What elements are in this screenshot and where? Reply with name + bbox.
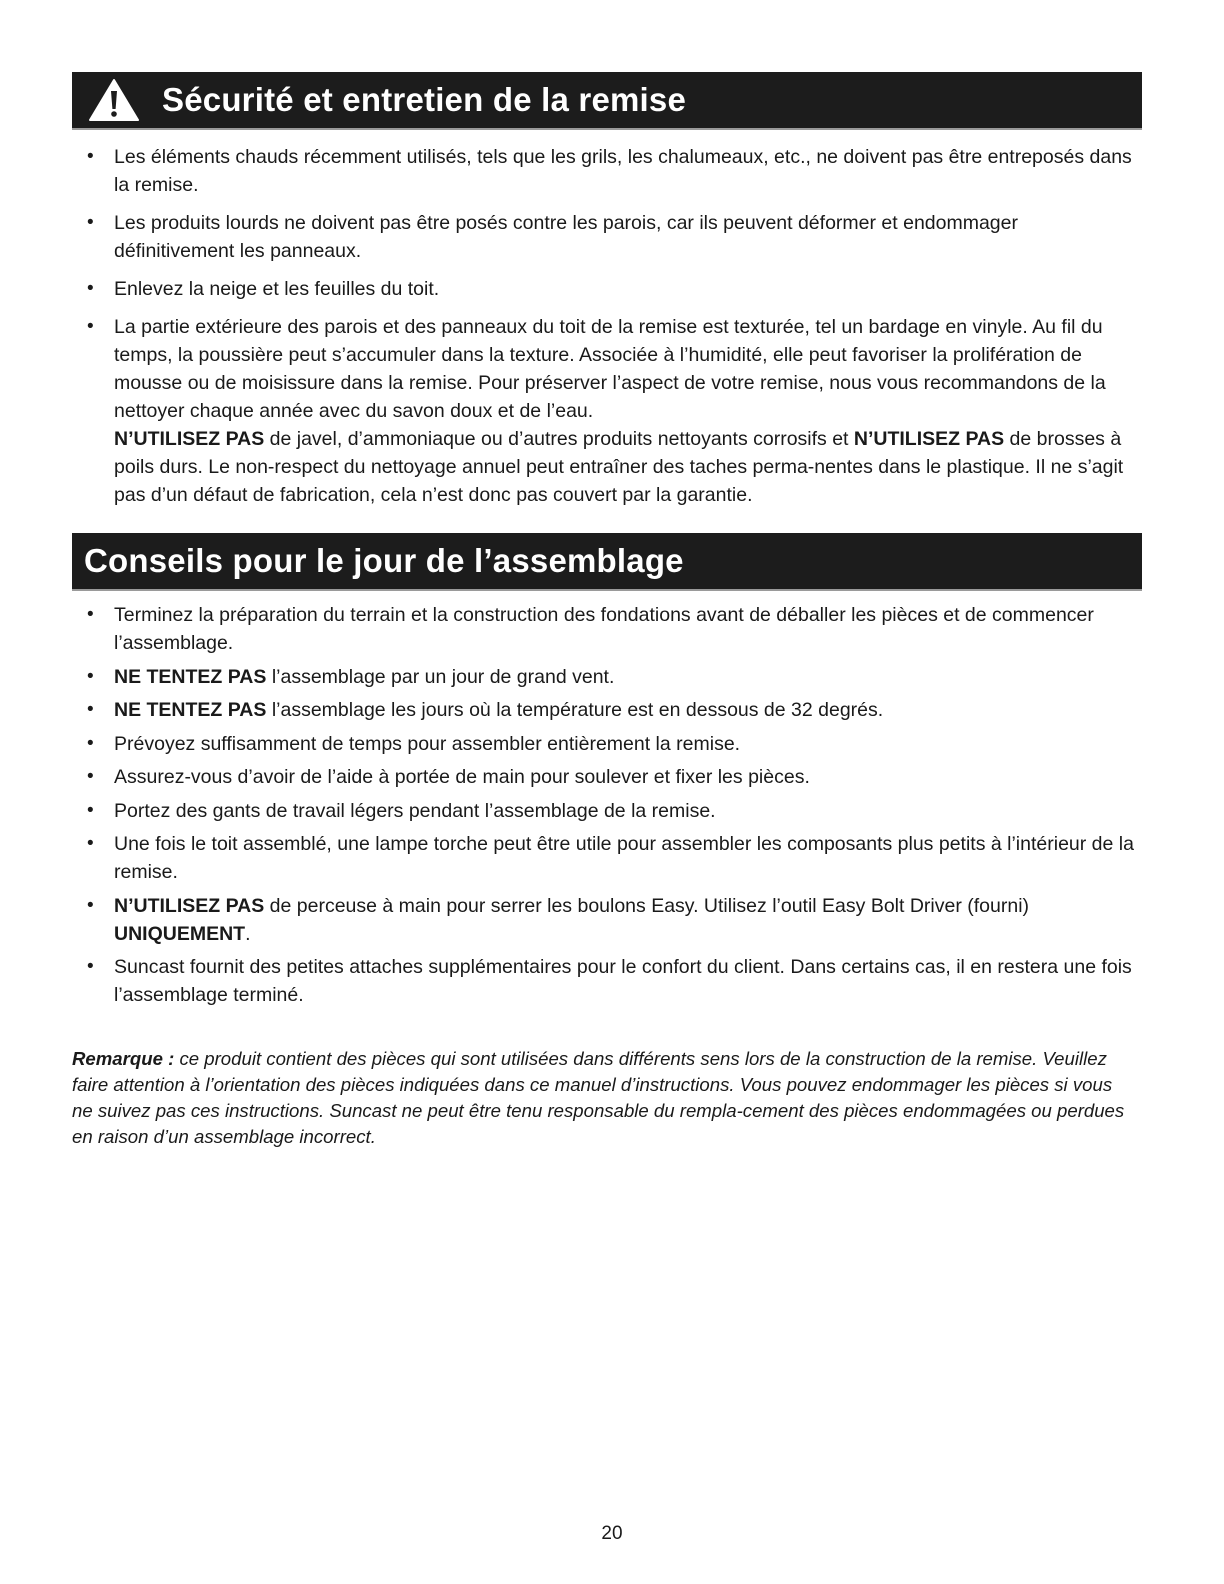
emphasis: NE TENTEZ PAS [114, 699, 267, 721]
emphasis: UNIQUEMENT [114, 922, 246, 945]
section-title: Conseils pour le jour de l’assemblage [84, 542, 684, 579]
list-item: • Portez des gants de travail légers pendant l’assemblage de la remise. [87, 797, 1137, 825]
note-text: ce produit contient des pièces qui sont utilisées dans différents sens lors de la construction de la remise. Veuillez faire attention à l’orientation des pièces indiquées dans ce manuel d’instructions. Vous pouvez endommager les pièces si vous ne suivez pas ces instructions. Suncast ne peut être tenu responsable du rempla-cement des pièces endommagées ou perdues en raison d’un assemblage incorrect. [72, 1047, 1125, 1147]
page-number: 20 [601, 1523, 623, 1544]
assembly-tips-list [87, 601, 1137, 1015]
list-item: • Enlevez la neige et les feuilles du toit. [87, 275, 1137, 303]
list-item: • N’UTILISEZ PAS de perceuse à main pour serrer les boulons Easy. Utilisez l’outil Easy Bolt Driver (fourni) UNIQUEMENT. [87, 892, 1137, 948]
list-item: • NE TENTEZ PAS l’assemblage par un jour de grand vent. [87, 663, 1137, 691]
safety-list [87, 143, 1137, 519]
emphasis: N’UTILISEZ PAS [853, 428, 1005, 450]
list-item: • NE TENTEZ PAS l’assemblage les jours où la température est en dessous de 32 degrés. [87, 696, 1137, 724]
section-title: Sécurité et entretien de la remise [162, 81, 687, 118]
list-item: • Assurez-vous d’avoir de l’aide à portée de main pour soulever et fixer les pièces. [87, 763, 1137, 791]
list-item: • Prévoyez suffisamment de temps pour assembler entièrement la remise. [87, 730, 1137, 758]
section-header-safety [72, 72, 1142, 130]
list-item: • La partie extérieure des parois et des panneaux du toit de la remise est texturée, tel un bardage en vinyle. Au fil du temps, la poussière peut s’accumuler dans la texture. Associée à l’humidité, elle peut favoriser la prolifération de mousse ou de moisissure dans la remise. Pour préserver l’aspect de votre remise, nous vous recommandons de la nettoyer chaque année avec du savon doux et de l’eau. N’UTILISEZ PAS de javel, d’ammoniaque ou d’autres produits nettoyants corrosifs et N’UTILISEZ PAS de brosses à poils durs. Le non-respect du nettoyage annuel peut entraîner des taches perma-nentes dans le plastique. Il ne s’agit pas d’un défaut de fabrication, cela n’est donc pas couvert par la garantie. [87, 313, 1137, 509]
list-item: • Une fois le toit assemblé, une lampe torche peut être utile pour assembler les composants plus petits à l’intérieur de la remise. [87, 830, 1137, 886]
warning-triangle-icon [88, 78, 140, 122]
emphasis: NE TENTEZ PAS [114, 665, 267, 688]
list-item: • Terminez la préparation du terrain et la construction des fondations avant de déballer les pièces et de commencer l’assemblage. [87, 601, 1137, 657]
list-item: • Suncast fournit des petites attaches supplémentaires pour le confort du client. Dans certains cas, il en restera une fois l’assemblage terminé. [87, 953, 1137, 1009]
note-label: Remarque : [72, 1047, 175, 1069]
list-item: • Les éléments chauds récemment utilisés, tels que les grils, les chalumeaux, etc., ne doivent pas être entreposés dans la remise. [87, 143, 1137, 199]
list-item: • Les produits lourds ne doivent pas être posés contre les parois, car ils peuvent déformer et endommager définitivement les panneaux. [87, 209, 1137, 265]
emphasis: N’UTILISEZ PAS [114, 428, 265, 450]
emphasis: N’UTILISEZ PAS [114, 894, 265, 917]
note-paragraph [72, 1046, 1132, 1150]
section-header-assembly-tips [72, 533, 1142, 591]
